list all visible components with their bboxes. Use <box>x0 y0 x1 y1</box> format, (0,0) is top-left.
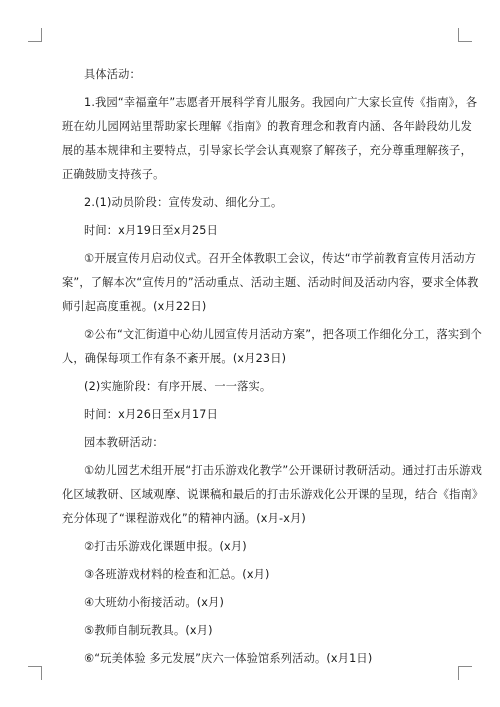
paragraph-publish-plan: ②公布“文汇街道中心幼儿园宣传月活动方案”，把各项工作细化分工，落实到个人，确保每项工作有条不紊开展。(x月23日) <box>62 328 483 365</box>
paragraph-launch-ceremony: ①开展宣传月启动仪式。召开全体教职工会议，传达“市学前教育宣传月活动方案”，了解本次“宣传月的”活动重点、活动主题、活动时间及活动内容，要求全体教师引起高度重视。(x月22日) <box>62 252 479 313</box>
list-item: ④大班幼小衔接活动。(x月) <box>84 596 225 609</box>
list-item: ⑤教师自制玩教具。(x月) <box>84 624 213 637</box>
time-range: 时间：x月19日至x月25日 <box>84 224 219 237</box>
subheading-research: 园本教研活动： <box>84 436 164 449</box>
crop-mark-bottom-left <box>28 666 42 680</box>
list-item: ⑥“玩美体验 多元发展”庆六一体验馆系列活动。(x月1日) <box>84 652 373 665</box>
paragraph-percussion-research: ①幼儿园艺术组开展“打击乐游戏化教学”公开课研讨教研活动。通过打击乐游戏化区域教研、区域观摩、说课稿和最后的打击乐游戏化公开课的呈现，结合《指南》充分体现了“课程游戏化”的精神内涵。(x月-x月) <box>62 464 483 525</box>
phase-implementation: (2)实施阶段：有序开展、一一落实。 <box>84 380 272 393</box>
crop-mark-bottom-right <box>458 666 472 680</box>
crop-mark-top-right <box>458 28 472 42</box>
list-item: ②打击乐游戏化课题申报。(x月) <box>84 540 247 553</box>
phase-mobilization: 2.(1)动员阶段：宣传发动、细化分工。 <box>84 196 283 209</box>
section-heading: 具体活动： <box>84 68 141 81</box>
crop-mark-top-left <box>28 28 42 42</box>
list-item: ③各班游戏材料的检查和汇总。(x月) <box>84 568 270 581</box>
document-body <box>62 63 483 675</box>
paragraph-parent-service: 1.我园“幸福童年”志愿者开展科学育儿服务。我园向广大家长宣传《指南》，各班在幼儿园网站里帮助家长理解《指南》的教育理念和教育内涵、各年龄段幼儿发展的基本规律和主要特点，引导家长学会认真观察了解孩子，充分尊重理解孩子，正确鼓励支持孩子。 <box>62 96 478 181</box>
time-range: 时间：x月26日至x月17日 <box>84 408 219 421</box>
